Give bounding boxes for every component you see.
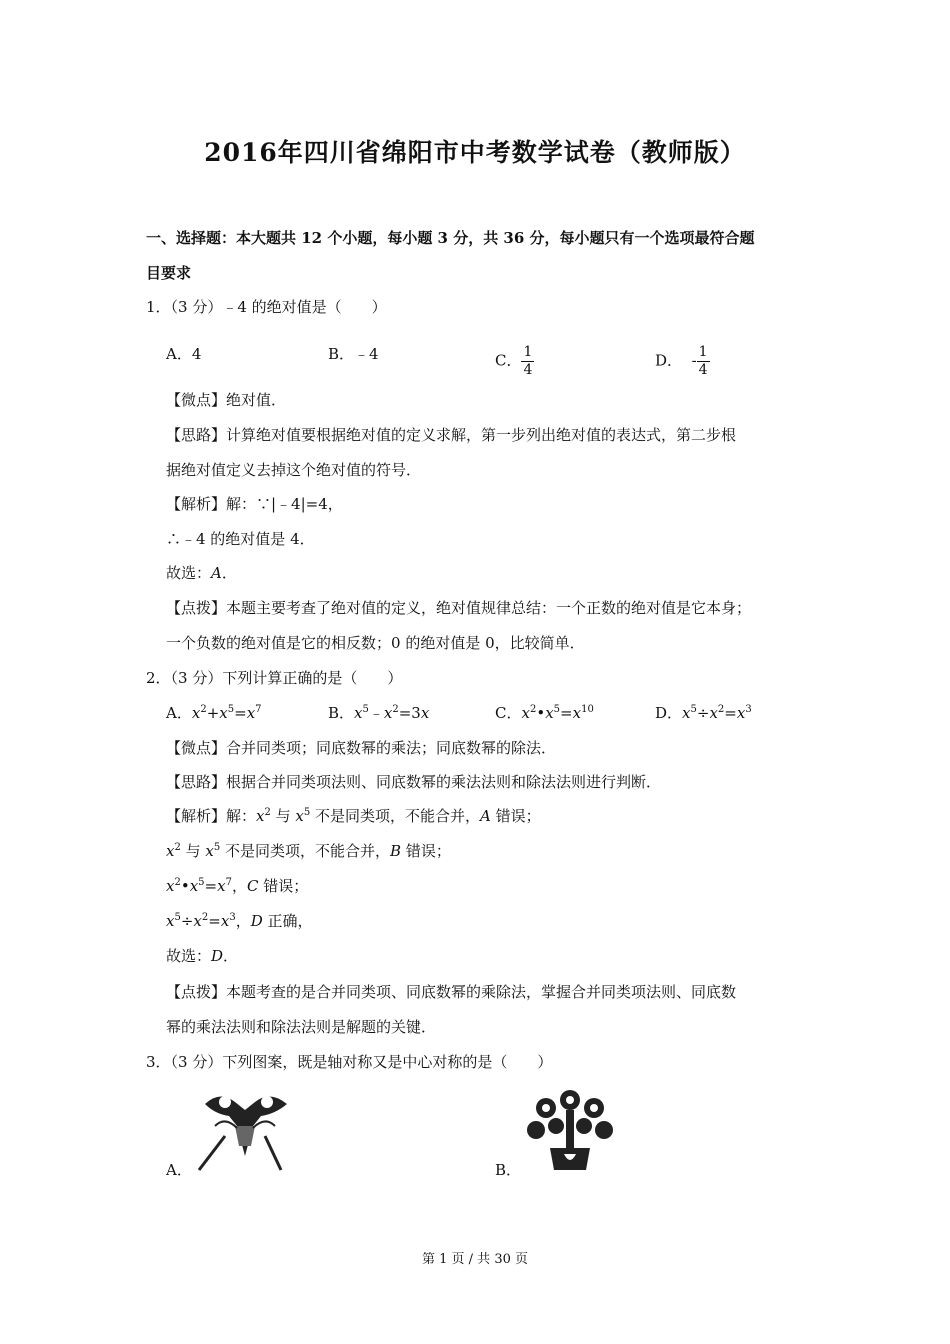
q2-option-a: A．$x^2+x^5=x^7$: [166, 704, 262, 722]
q3-option-a: A．: [166, 1161, 192, 1179]
q3-stem: 3．（3 分）下列图案，既是轴对称又是中心对称的是（ ）: [146, 1053, 553, 1071]
q2-dianbo-line1: 【点拨】本题考查的是合并同类项、同底数幂的乘除法，掌握合并同类项法则、同底数: [166, 983, 737, 1001]
fraction-one-quarter: $\frac{1}{4}$: [523, 344, 533, 378]
q2-jiexi-a: 【解析】解：$x^2$ 与 $x^5$ 不是同类项，不能合并，A 错误；: [166, 807, 541, 825]
q2-option-d: D．$x^5\div x^2=x^3$: [655, 704, 752, 722]
q2-dianbo-line2: 幂的乘法法则和除法法则是解题的关键．: [166, 1018, 437, 1036]
q1-jiexi: 【解析】解：∵|﹣4|=4，: [166, 495, 343, 513]
q2-option-b: B．$x^5﹣x^2=3x$: [328, 704, 430, 722]
q1-option-c: C． $\frac{1}{4}$: [495, 344, 533, 378]
q1-option-a: A．4: [166, 345, 202, 363]
fraction-neg-one-quarter: $\frac{1}{4}$: [698, 344, 708, 378]
q2-answer: 故选：D．: [166, 947, 239, 965]
q1-weidian: 【微点】绝对值．: [166, 391, 287, 409]
q1-stem: 1．（3 分）﹣4 的绝对值是（ ）: [146, 298, 387, 316]
q3-option-b: B．: [495, 1161, 522, 1179]
q2-option-c: C．$x^2•x^5=x^{10}$: [495, 704, 594, 722]
q2-jiexi-b: $x^2$ 与 $x^5$ 不是同类项，不能合并，B 错误；: [166, 842, 451, 860]
q1-dianbo-line1: 【点拨】本题主要考查了绝对值的定义，绝对值规律总结：一个正数的绝对值是它本身；: [166, 599, 752, 617]
page-title: 2016年四川省绵阳市中考数学试卷（教师版）: [204, 138, 746, 167]
q2-jiexi-c: $x^2•x^5=x^7$，C 错误；: [166, 877, 309, 895]
q1-option-b: B．﹣4: [328, 345, 379, 363]
q1-option-d: D． - $\frac{1}{4}$: [655, 344, 708, 378]
q2-jiexi-d: $x^5\div x^2=x^3$，D 正确，: [166, 912, 313, 930]
q3-figure-a-image: [195, 1086, 295, 1174]
q3-figure-b-image: [524, 1086, 616, 1174]
q2-silu: 【思路】根据合并同类项法则、同底数幂的乘法法则和除法法则进行判断．: [166, 773, 662, 791]
q1-silu-line2: 据绝对值定义去掉这个绝对值的符号．: [166, 461, 422, 479]
q1-dianbo-line2: 一个负数的绝对值是它的相反数；0 的绝对值是 0，比较简单．: [166, 634, 585, 652]
page-footer: 第 1 页 / 共 30 页: [422, 1252, 528, 1267]
q2-stem: 2．（3 分）下列计算正确的是（ ）: [146, 669, 403, 687]
q2-weidian: 【微点】合并同类项；同底数幂的乘法；同底数幂的除法．: [166, 739, 557, 757]
q1-jiexi-line2: ∴﹣4 的绝对值是 4．: [166, 530, 315, 548]
section-heading-line1: 一、选择题：本大题共 12 个小题，每小题 3 分，共 36 分，每小题只有一个选项最符合题: [146, 229, 755, 247]
q1-silu-line1: 【思路】计算绝对值要根据绝对值的定义求解，第一步列出绝对值的表达式，第二步根: [166, 426, 737, 444]
section-heading-line2: 目要求: [146, 264, 192, 282]
q1-answer: 故选：A．: [166, 564, 237, 582]
